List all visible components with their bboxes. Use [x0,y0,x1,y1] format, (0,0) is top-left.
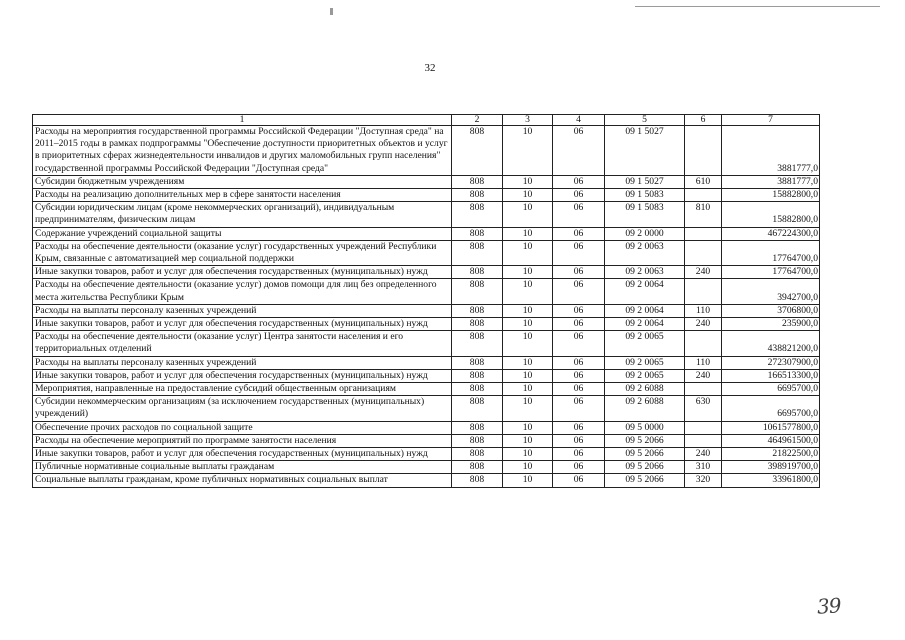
row-section: 10 [503,396,553,421]
row-expense-type: 610 [685,175,722,188]
row-subsection: 06 [553,474,605,487]
row-section: 10 [503,356,553,369]
row-description: Иные закупки товаров, работ и услуг для обеспечения государственных (муниципальных) нужд [33,369,452,382]
row-description: Иные закупки товаров, работ и услуг для обеспечения государственных (муниципальных) нужд [33,318,452,331]
table-row [33,304,820,317]
row-section: 10 [503,279,553,304]
row-amount: 6695700,0 [722,383,820,396]
table-row [33,227,820,240]
table-row [33,175,820,188]
row-expense-type: 110 [685,356,722,369]
row-description: Субсидии бюджетным учреждениям [33,175,452,188]
row-target-article: 09 2 0063 [605,240,685,265]
row-section: 10 [503,266,553,279]
row-subsection: 06 [553,202,605,227]
column-header: 2 [452,115,503,126]
row-expense-type [685,279,722,304]
row-expense-type [685,227,722,240]
row-amount: 3942700,0 [722,279,820,304]
row-amount: 467224300,0 [722,227,820,240]
table-row [33,474,820,487]
row-expense-type: 810 [685,202,722,227]
table-row [33,461,820,474]
row-ministry-code: 808 [452,461,503,474]
row-ministry-code: 808 [452,474,503,487]
row-subsection: 06 [553,189,605,202]
row-amount: 15882800,0 [722,202,820,227]
row-description: Социальные выплаты гражданам, кроме публичных нормативных социальных выплат [33,474,452,487]
row-ministry-code: 808 [452,318,503,331]
row-section: 10 [503,369,553,382]
row-ministry-code: 808 [452,434,503,447]
column-header: 5 [605,115,685,126]
row-section: 10 [503,474,553,487]
row-section: 10 [503,318,553,331]
row-description: Мероприятия, направленные на предоставление субсидий общественным организациям [33,383,452,396]
row-ministry-code: 808 [452,227,503,240]
row-expense-type: 110 [685,304,722,317]
row-target-article: 09 2 0065 [605,356,685,369]
row-section: 10 [503,434,553,447]
row-target-article: 09 1 5027 [605,175,685,188]
row-section: 10 [503,189,553,202]
row-subsection: 06 [553,421,605,434]
row-amount: 21822500,0 [722,448,820,461]
row-target-article: 09 2 0063 [605,266,685,279]
row-amount: 3881777,0 [722,126,820,176]
row-subsection: 06 [553,318,605,331]
row-amount: 17764700,0 [722,266,820,279]
scan-edge-line [330,8,333,15]
table-row [33,279,820,304]
column-header: 4 [553,115,605,126]
row-description: Публичные нормативные социальные выплаты гражданам [33,461,452,474]
row-description: Расходы на обеспечение деятельности (оказание услуг) государственных учреждений Республики Крым, связанные с автоматизацией мер социальной поддержки [33,240,452,265]
row-amount: 15882800,0 [722,189,820,202]
row-target-article: 09 1 5027 [605,126,685,176]
row-subsection: 06 [553,279,605,304]
row-expense-type: 240 [685,266,722,279]
row-expense-type [685,240,722,265]
row-subsection: 06 [553,461,605,474]
row-target-article: 09 5 2066 [605,461,685,474]
row-subsection: 06 [553,356,605,369]
row-description: Обеспечение прочих расходов по социальной защите [33,421,452,434]
row-amount: 3706800,0 [722,304,820,317]
row-amount: 272307900,0 [722,356,820,369]
row-subsection: 06 [553,126,605,176]
row-description: Расходы на мероприятия государственной программы Российской Федерации "Доступная среда" на 2011–2015 годы в рамках подпрограммы "Обеспечение доступности приоритетных объектов и услуг в приоритетных сферах жизнедеятельности инвалидов и других маломобильных групп населения" государственной программы Российской Федерации "Доступная среда" [33,126,452,176]
row-description: Субсидии юридическим лицам (кроме некоммерческих организаций), индивидуальным предпринимателям, физическим лицам [33,202,452,227]
row-target-article: 09 1 5083 [605,189,685,202]
row-ministry-code: 808 [452,202,503,227]
table-row [33,421,820,434]
row-description: Субсидии некоммерческим организациям (за исключением государственных (муниципальных) учреждений) [33,396,452,421]
row-amount: 3881777,0 [722,175,820,188]
row-section: 10 [503,240,553,265]
page-number: 32 [424,62,436,74]
table-row [33,189,820,202]
row-amount: 33961800,0 [722,474,820,487]
row-target-article: 09 5 2066 [605,474,685,487]
row-description: Расходы на реализацию дополнительных мер в сфере занятости населения [33,189,452,202]
column-header: 6 [685,115,722,126]
row-expense-type: 630 [685,396,722,421]
row-expense-type: 320 [685,474,722,487]
row-ministry-code: 808 [452,279,503,304]
row-subsection: 06 [553,331,605,356]
row-target-article: 09 2 0000 [605,227,685,240]
row-ministry-code: 808 [452,266,503,279]
table-row [33,318,820,331]
row-amount: 438821200,0 [722,331,820,356]
row-section: 10 [503,175,553,188]
row-ministry-code: 808 [452,126,503,176]
row-target-article: 09 2 6088 [605,383,685,396]
row-target-article: 09 1 5083 [605,202,685,227]
row-subsection: 06 [553,304,605,317]
row-subsection: 06 [553,369,605,382]
row-section: 10 [503,227,553,240]
column-header: 1 [33,115,452,126]
scan-edge-line [635,6,880,7]
row-target-article: 09 2 0064 [605,304,685,317]
row-target-article: 09 5 2066 [605,434,685,447]
row-subsection: 06 [553,266,605,279]
row-ministry-code: 808 [452,331,503,356]
row-description: Расходы на выплаты персоналу казенных учреждений [33,356,452,369]
row-expense-type: 240 [685,318,722,331]
row-amount: 1061577800,0 [722,421,820,434]
table-row [33,369,820,382]
row-description: Расходы на обеспечение деятельности (оказание услуг) домов помощи для лиц без определенного места жительства Республики Крым [33,279,452,304]
table-row [33,434,820,447]
row-amount: 17764700,0 [722,240,820,265]
row-amount: 235900,0 [722,318,820,331]
row-subsection: 06 [553,383,605,396]
table-row [33,266,820,279]
row-expense-type: 310 [685,461,722,474]
row-ministry-code: 808 [452,421,503,434]
row-description: Расходы на выплаты персоналу казенных учреждений [33,304,452,317]
row-subsection: 06 [553,396,605,421]
row-target-article: 09 2 0064 [605,279,685,304]
row-ministry-code: 808 [452,189,503,202]
row-target-article: 09 5 2066 [605,448,685,461]
table-row [33,202,820,227]
row-subsection: 06 [553,434,605,447]
row-expense-type [685,421,722,434]
row-description: Иные закупки товаров, работ и услуг для обеспечения государственных (муниципальных) нужд [33,266,452,279]
row-subsection: 06 [553,448,605,461]
row-target-article: 09 2 0065 [605,369,685,382]
row-ministry-code: 808 [452,175,503,188]
row-expense-type [685,434,722,447]
table-row [33,356,820,369]
table-row [33,396,820,421]
row-expense-type: 240 [685,369,722,382]
row-ministry-code: 808 [452,304,503,317]
row-subsection: 06 [553,240,605,265]
row-expense-type: 240 [685,448,722,461]
row-amount: 166513300,0 [722,369,820,382]
row-section: 10 [503,383,553,396]
row-amount: 398919700,0 [722,461,820,474]
table-row [33,448,820,461]
table-row [33,126,820,176]
row-section: 10 [503,448,553,461]
row-expense-type [685,383,722,396]
budget-table [32,114,820,488]
table-row [33,383,820,396]
row-description: Расходы на обеспечение деятельности (оказание услуг) Центра занятости населения и его территориальных отделений [33,331,452,356]
row-section: 10 [503,421,553,434]
row-section: 10 [503,461,553,474]
row-expense-type [685,189,722,202]
row-subsection: 06 [553,175,605,188]
table-header-row [33,115,820,126]
table-row [33,240,820,265]
row-section: 10 [503,331,553,356]
row-section: 10 [503,202,553,227]
row-ministry-code: 808 [452,396,503,421]
row-target-article: 09 5 0000 [605,421,685,434]
row-expense-type [685,331,722,356]
row-expense-type [685,126,722,176]
row-description: Содержание учреждений социальной защиты [33,227,452,240]
row-target-article: 09 2 0064 [605,318,685,331]
row-ministry-code: 808 [452,448,503,461]
row-target-article: 09 2 6088 [605,396,685,421]
row-section: 10 [503,126,553,176]
row-ministry-code: 808 [452,369,503,382]
table-body [33,126,820,488]
column-header: 3 [503,115,553,126]
row-ministry-code: 808 [452,240,503,265]
column-header: 7 [722,115,820,126]
row-section: 10 [503,304,553,317]
row-amount: 6695700,0 [722,396,820,421]
row-subsection: 06 [553,227,605,240]
row-description: Иные закупки товаров, работ и услуг для обеспечения государственных (муниципальных) нужд [33,448,452,461]
row-ministry-code: 808 [452,383,503,396]
row-ministry-code: 808 [452,356,503,369]
handwritten-page-mark: 39 [816,593,842,619]
table-row [33,331,820,356]
row-target-article: 09 2 0065 [605,331,685,356]
row-amount: 464961500,0 [722,434,820,447]
row-description: Расходы на обеспечение мероприятий по программе занятости населения [33,434,452,447]
